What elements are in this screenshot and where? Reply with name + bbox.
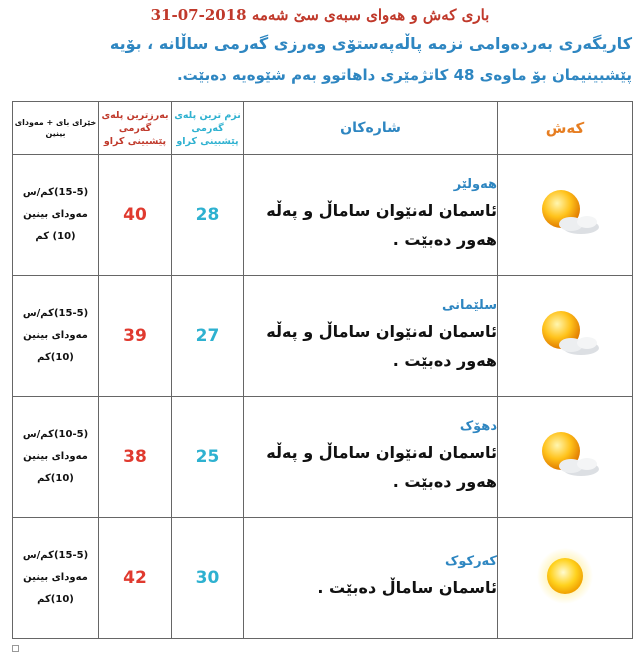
city-name: کەرکوک [445, 554, 497, 569]
header-visibility: خێرای بای + مەودای بینین [13, 102, 99, 155]
max-temp: 40 [99, 155, 172, 276]
weather-desc-line1: ئاسمان لەنێوان ساماڵ و پەڵە [266, 442, 497, 462]
city-cell [244, 155, 498, 276]
table-row [13, 276, 633, 397]
sun-cloud-icon [525, 183, 605, 243]
visibility-label: مەودای بینین [23, 451, 88, 462]
city-name: سلێمانی [441, 297, 497, 313]
header-min-temp: نزم ترین پلەی گەرمی پێشبینی کراو [172, 102, 244, 155]
city-name: دهۆک [459, 418, 497, 434]
page-title: باری کەش و هەوای سبەی سێ شەمە 2018-07-31 [150, 6, 490, 24]
sun-cloud-icon [525, 304, 605, 364]
visibility-value: (10)کم [37, 594, 74, 605]
header-cities: شارەکان [244, 102, 498, 155]
min-temp: 28 [172, 155, 244, 276]
visibility-label: مەودای بینین [23, 209, 88, 220]
visibility-value: (10) کم [35, 231, 76, 242]
wind-speed: (15-5)کم/س [22, 187, 89, 198]
max-temp: 42 [99, 518, 172, 639]
header-weather: کەش [498, 102, 633, 155]
visibility-cell [13, 276, 99, 397]
table-row [13, 518, 633, 639]
max-temp: 38 [99, 397, 172, 518]
weather-desc-line2: هەور دەبێت . [392, 350, 497, 370]
visibility-value: (10)کم [37, 473, 74, 484]
weather-desc-line2: هەور دەبێت . [392, 471, 497, 491]
weather-icon-cell [498, 276, 633, 397]
visibility-cell [13, 155, 99, 276]
city-cell [244, 518, 498, 639]
max-temp: 39 [99, 276, 172, 397]
weather-desc-line1: ئاسمان لەنێوان ساماڵ و پەڵە [266, 321, 497, 341]
city-cell [244, 276, 498, 397]
weather-icon-cell [498, 397, 633, 518]
header-max-temp: بەرزترین پلەی گەرمی پێشبینی کراو [99, 102, 172, 155]
visibility-cell [13, 518, 99, 639]
sun-icon [525, 546, 605, 606]
forecast-table [12, 101, 633, 639]
min-temp: 30 [172, 518, 244, 639]
weather-icon-cell [498, 155, 633, 276]
corner-marker [12, 645, 19, 652]
city-cell [244, 397, 498, 518]
sun-cloud-icon [525, 425, 605, 485]
table-header-row [13, 102, 633, 155]
visibility-label: مەودای بینین [23, 572, 88, 583]
visibility-cell [13, 397, 99, 518]
weather-desc-line2: هەور دەبێت . [392, 229, 497, 249]
wind-speed: (15-5)کم/س [22, 550, 89, 561]
visibility-label: مەودای بینین [23, 330, 88, 341]
weather-desc-line1: ئاسمان لەنێوان ساماڵ و پەڵە [266, 200, 497, 220]
table-row [13, 397, 633, 518]
weather-icon-cell [498, 518, 633, 639]
weather-desc-line1: ئاسمان ساماڵ دەبێت . [317, 578, 497, 597]
intro-line-2: پێشبینیمان بۆ ماوەی 48 کاتژمێری داهاتوو بەم شێوەیە دەبێت. [176, 66, 632, 84]
min-temp: 27 [172, 276, 244, 397]
wind-speed: (15-5)کم/س [22, 308, 89, 319]
intro-line-1: کاریگەری بەردەوامی نزمە پاڵەپەستۆی وەرزی گەرمی ساڵانە ، بۆیە [109, 34, 632, 53]
wind-speed: (10-5)کم/س [22, 429, 89, 440]
city-name: هەولێر [453, 176, 497, 192]
visibility-value: (10)کم [37, 352, 74, 363]
table-row [13, 155, 633, 276]
min-temp: 25 [172, 397, 244, 518]
